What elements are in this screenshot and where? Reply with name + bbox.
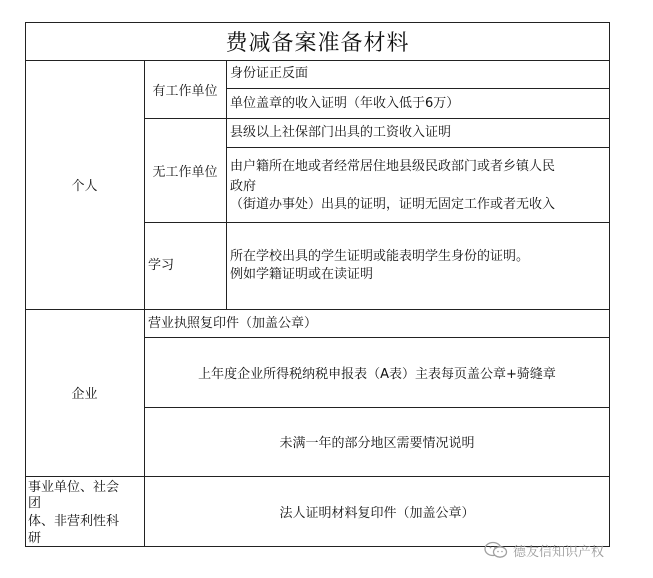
study-item-school-proof: 所在学校出具的学生证明或能表明学生身份的证明。	[230, 249, 530, 264]
category-institution-line1: 事业单位、社会	[28, 480, 120, 495]
subcategory-study: 学习	[148, 258, 175, 273]
table-title: 费减备案准备材料	[225, 30, 410, 56]
category-personal: 个人	[71, 179, 98, 194]
unemployed-item-civil-affairs-line1: 由户籍所在地或者经常居住地县级民政部门或者乡镇人民	[230, 159, 556, 174]
unemployed-item-civil-affairs-line3: （街道办事处）出具的证明，证明无固定工作或者无收入	[230, 197, 556, 212]
enterprise-item-situation-note: 未满一年的部分地区需要情况说明	[279, 436, 475, 451]
watermark	[483, 540, 604, 560]
category-institution-line4: 研	[28, 531, 42, 546]
unemployed-item-civil-affairs-line2: 政府	[230, 179, 257, 194]
category-institution-line2: 团	[28, 496, 42, 511]
employed-item-id-card: 身份证正反面	[230, 66, 309, 81]
category-enterprise: 企业	[71, 387, 98, 402]
enterprise-item-business-license: 营业执照复印件（加盖公章）	[148, 316, 318, 331]
enterprise-item-tax-return: 上年度企业所得税纳税申报表（A表）主表每页盖公章+骑缝章	[198, 366, 556, 382]
institution-item-legal-person-proof: 法人证明材料复印件（加盖公章）	[279, 506, 475, 521]
unemployed-item-social-security: 县级以上社保部门出具的工资收入证明	[230, 125, 452, 140]
subcategory-employed: 有工作单位	[152, 83, 218, 99]
watermark-text: 德友信知识产权	[513, 544, 605, 560]
category-institution-line3: 体、非营利性科	[28, 514, 120, 529]
subcategory-unemployed: 无工作单位	[152, 164, 218, 180]
study-item-example: 例如学籍证明或在读证明	[230, 267, 374, 282]
wechat-icon	[483, 541, 509, 559]
employed-item-income-proof: 单位盖章的收入证明（年收入低于6万）	[230, 96, 460, 111]
